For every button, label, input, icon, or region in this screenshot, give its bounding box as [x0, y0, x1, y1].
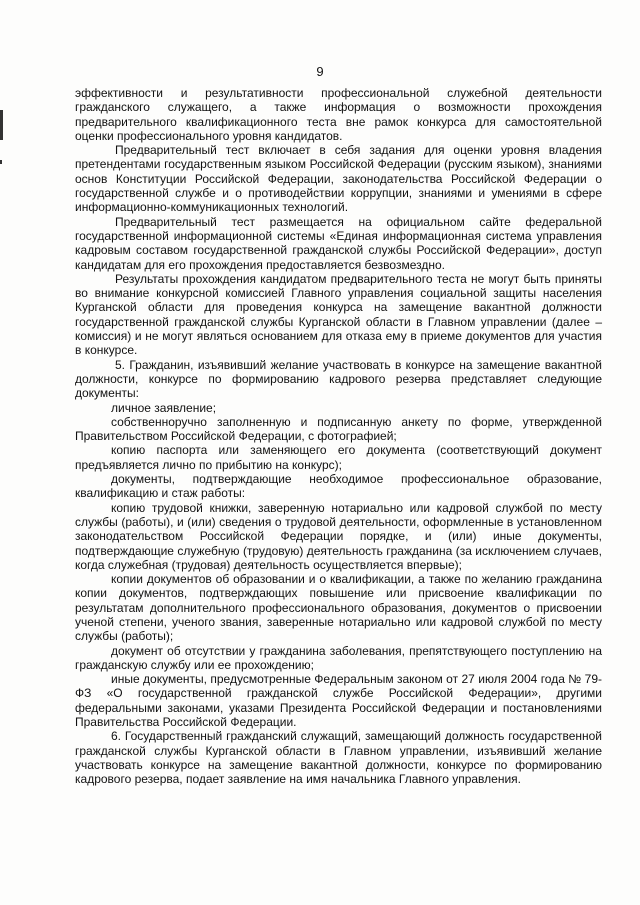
scan-edge-mark — [0, 110, 3, 140]
list-item-education-docs: документы, подтверждающие необходимое профессиональное образование, квалификацию и стаж работы: — [75, 472, 602, 501]
list-item-work-record: копию трудовой книжки, заверенную нотариально или кадровой службой по месту службы (работы), и (или) сведения о трудовой деятельности, оформленные в установленном законодательством Российской Федерации порядке, и (или) иные документы, подтверждающие служебную (трудовую) деятельность гражданина (за исключением случаев, когда служебная (трудовая) деятельность осуществляется впервые); — [75, 500, 602, 572]
paragraph-test-contents: Предварительный тест включает в себя задания для оценки уровня владения претендентами государственным языком Российской Федерации (русским языком), знаниями основ Конституции Российской Федерации, законодательства Российской Федерации о государственной службе и о противодействии коррупции, знаниями и умениями в сфере информационно-коммуникационных технологий. — [75, 143, 602, 215]
paragraph-test-placement: Предварительный тест размещается на официальном сайте федеральной государственной информационной системы «Единая информационная система управления кадровым составом государственной гражданской службы Российской Федерации», доступ кандидатам для его прохождения предоставляется безвозмездно. — [75, 214, 602, 272]
list-item-passport: копию паспорта или заменяющего его документа (соответствующий документ предъявляется лично по прибытию на конкурс); — [75, 443, 602, 472]
paragraph-section-6: 6. Государственный гражданский служащий, замещающий должность государственной гражданской службы Курганской области в Главном управлении, изъявивший желание участвовать конкурсе на замещение вакантной должности, конкурсе по формированию кадрового резерва, подает заявление на имя начальника Главного управления. — [75, 729, 602, 787]
page-number: 9 — [316, 64, 324, 79]
list-item-diplomas: копии документов об образовании и о квалификации, а также по желанию гражданина копии документов, подтверждающих повышение или присвоение квалификации по результатам дополнительного профессионального образования, документов о присвоении ученой степени, ученого звания, заверенные нотариально или кадровой службой по месту службы (работы); — [75, 572, 602, 644]
paragraph-section-5: 5. Гражданин, изъявивший желание участвовать в конкурсе на замещение вакантной должности, конкурсе по формированию кадрового резерва представляет следующие документы: — [75, 357, 602, 401]
list-item-other-documents: иные документы, предусмотренные Федеральным законом от 27 июля 2004 года № 79-ФЗ «О государственной гражданской службе Российской Федерации», другими федеральными законами, указами Президента Российской Федерации и постановлениями Правительства Российской Федерации. — [75, 672, 602, 730]
list-item-health-certificate: документ об отсутствии у гражданина заболевания, препятствующего поступлению на гражданскую службу или ее прохождению; — [75, 643, 602, 672]
document-body — [75, 86, 602, 787]
paragraph-test-results: Результаты прохождения кандидатом предварительного теста не могут быть приняты во внимание конкурсной комиссией Главного управления социальной защиты населения Курганской области для проведения конкурса на замещение вакантной должности государственной гражданской службы Курганской области в Главном управлении (далее – комиссия) и не могут являться основанием для отказа ему в приеме документов для участия в конкурсе. — [75, 271, 602, 358]
list-item-questionnaire: собственноручно заполненную и подписанную анкету по форме, утвержденной Правительством Российской Федерации, с фотографией; — [75, 414, 602, 444]
list-item-application: личное заявление; — [111, 400, 217, 415]
paragraph-continuation: эффективности и результативности профессиональной служебной деятельности гражданского служащего, а также информация о возможности прохождения предварительного квалификационного теста вне рамок конкурса для самостоятельной оценки профессионального уровня кандидатов. — [75, 86, 602, 143]
scan-edge-mark-small — [0, 160, 2, 164]
